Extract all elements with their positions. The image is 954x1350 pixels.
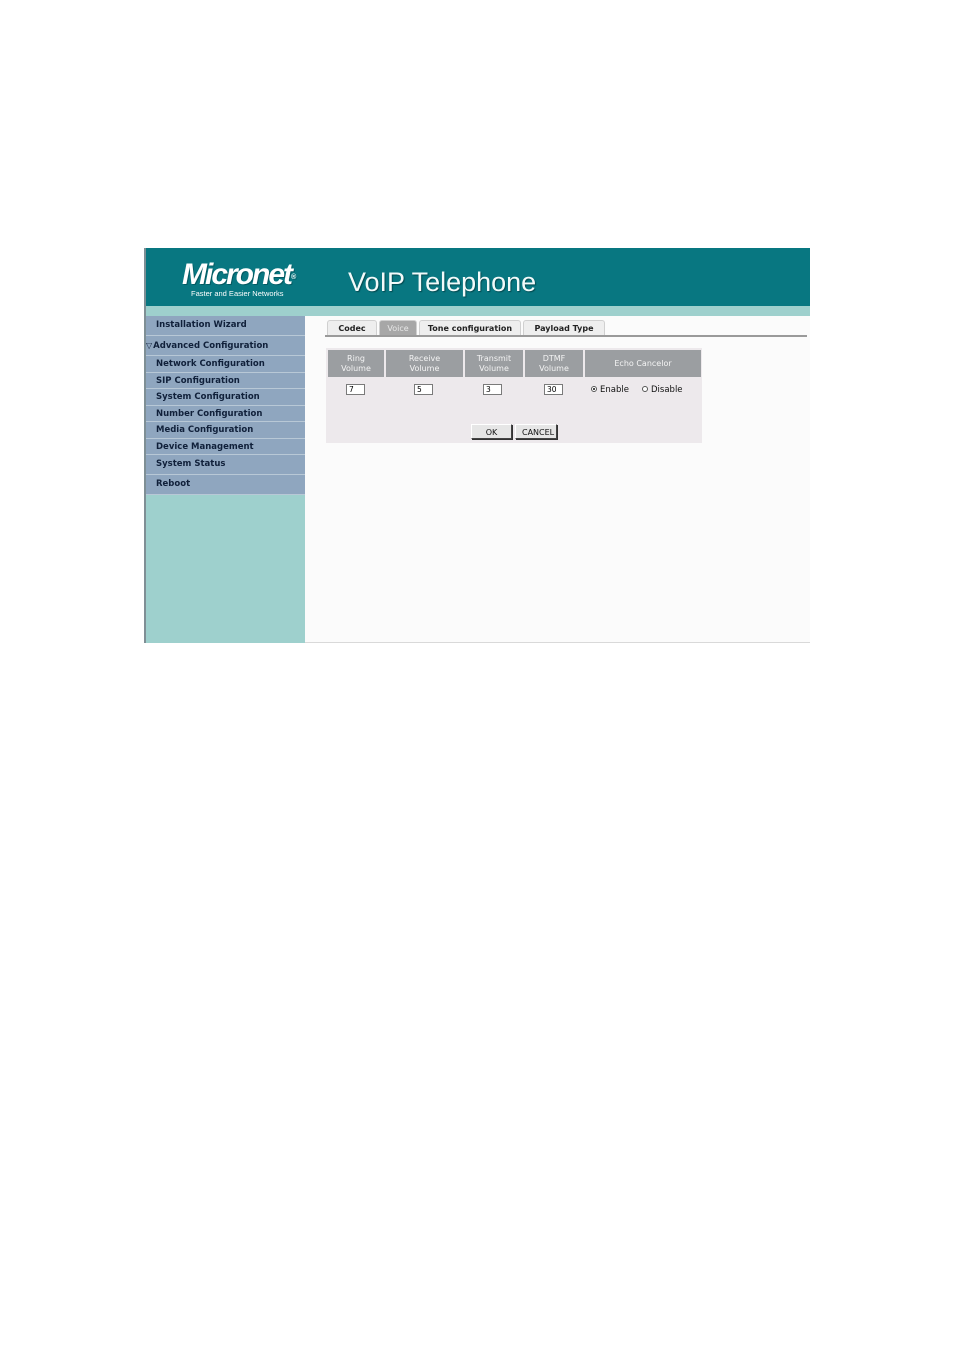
- sidebar-item-installation-wizard[interactable]: Installation Wizard: [146, 316, 305, 336]
- receive-volume-input[interactable]: [414, 384, 433, 395]
- logo-brand-text: Micronet: [182, 258, 292, 291]
- sidebar-item-system-status[interactable]: System Status: [146, 455, 305, 475]
- app-window: [144, 248, 810, 643]
- logo-tagline: Faster and Easier Networks: [191, 289, 284, 298]
- echo-enable-radio[interactable]: Enable: [591, 385, 629, 395]
- dtmf-volume-input[interactable]: [544, 384, 563, 395]
- sidebar-item-network-configuration[interactable]: Network Configuration: [146, 356, 305, 373]
- tab-tone-configuration[interactable]: Tone configuration: [419, 320, 521, 335]
- micronet-logo: [182, 260, 294, 298]
- header-echo-cancelor: Echo Cancelor: [585, 350, 701, 377]
- sidebar: [146, 316, 305, 643]
- cancel-button[interactable]: CANCEL: [515, 424, 557, 439]
- header-banner: [146, 248, 810, 306]
- sidebar-item-media-configuration[interactable]: Media Configuration: [146, 422, 305, 439]
- sidebar-item-system-configuration[interactable]: System Configuration: [146, 389, 305, 406]
- transmit-volume-input[interactable]: [483, 384, 502, 395]
- sidebar-item-reboot[interactable]: Reboot: [146, 475, 305, 495]
- header-receive-volume: Receive Volume: [386, 350, 463, 377]
- radio-unselected-icon: [642, 386, 648, 392]
- tab-bar: [325, 320, 807, 337]
- sidebar-item-number-configuration[interactable]: Number Configuration: [146, 406, 305, 423]
- ring-volume-input[interactable]: [346, 384, 365, 395]
- radio-selected-icon: [591, 386, 597, 392]
- header-transmit-volume: Transmit Volume: [465, 350, 523, 377]
- page-title: VoIP Telephone: [348, 267, 537, 297]
- echo-disable-radio[interactable]: Disable: [642, 385, 683, 395]
- header-ring-volume: Ring Volume: [328, 350, 384, 377]
- voice-settings-panel: [326, 348, 702, 443]
- main-content: [305, 316, 810, 643]
- sidebar-item-sip-configuration[interactable]: SIP Configuration: [146, 373, 305, 390]
- tab-voice[interactable]: Voice: [379, 320, 417, 335]
- sidebar-item-advanced-configuration[interactable]: ▽Advanced Configuration: [146, 336, 305, 356]
- ok-button[interactable]: OK: [471, 424, 512, 439]
- sidebar-item-device-management[interactable]: Device Management: [146, 439, 305, 456]
- header-stripe: [146, 306, 810, 316]
- tab-payload-type[interactable]: Payload Type: [523, 320, 605, 335]
- registered-mark: ®: [291, 274, 295, 281]
- triangle-down-icon: ▽: [146, 341, 153, 350]
- header-dtmf-volume: DTMF Volume: [525, 350, 583, 377]
- tab-codec[interactable]: Codec: [327, 320, 377, 335]
